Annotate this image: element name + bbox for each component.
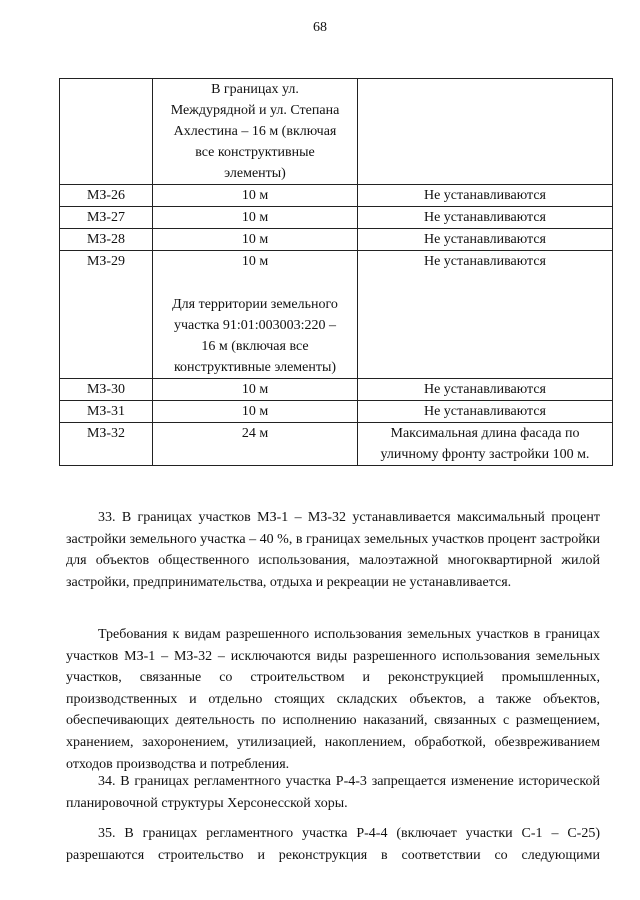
zone-cell: МЗ-30 (60, 379, 153, 401)
height-cell: 10 м (153, 185, 358, 207)
paragraph-33-requirements: Требования к видам разрешенного использования земельных участков в границах участков МЗ-1 – МЗ-32 – исключаются виды разрешенного использования земельных участков, связанные со строительством и реконструкцией промышленных, производственных и отдельно стоящих складских объектов, а также объектов, обеспечивающих деятельность по исполнению наказаний, связанных с размещением, хранением, захоронением, утилизацией, накоплением, обработкой, обезвреживанием отходов производства и потребления. (66, 627, 600, 772)
facade-cell: Не устанавливаются (358, 379, 613, 401)
zone-cell: МЗ-28 (60, 229, 153, 251)
height-cell: 10 м (153, 207, 358, 229)
regulation-table (59, 78, 613, 466)
height-line: В границах ул. (211, 82, 299, 97)
zone-cell: МЗ-29 (60, 251, 153, 379)
facade-cell (358, 423, 613, 466)
table-row (60, 423, 613, 466)
paragraph-35: 35. В границах регламентного участка Р-4-4 (включает участки С-1 – С-25) разрешаются строительство и реконструкция в соответствии со следующими (66, 826, 600, 863)
table-row (60, 229, 613, 251)
table-row (60, 185, 613, 207)
zone-cell: МЗ-31 (60, 401, 153, 423)
facade-cell: Не устанавливаются (358, 207, 613, 229)
table-row (60, 251, 613, 379)
facade-line: Максимальная длина фасада по (390, 426, 580, 441)
height-line: конструктивные элементы) (173, 360, 337, 375)
zone-cell: МЗ-32 (60, 423, 153, 466)
facade-cell (358, 79, 613, 185)
paragraph-34: 34. В границах регламентного участка Р-4-3 запрещается изменение исторической планировочной структуры Херсонесской хоры. (66, 774, 600, 811)
height-line: Для территории земельного (172, 297, 338, 312)
paragraph-33: 33. В границах участков МЗ-1 – МЗ-32 устанавливается максимальный процент застройки земельного участка – 40 %, в границах земельных участков процент застройки для объектов общественного использования, малоэтажной многоквартирной жилой застройки, предпринимательства, отдыха и рекреации не устанавливается. (66, 510, 600, 590)
height-cell: 10 м (153, 379, 358, 401)
height-line: 10 м (241, 254, 269, 269)
page-number: 68 (313, 20, 327, 35)
height-line: участка 91:01:003003:220 – (173, 318, 337, 333)
facade-line: уличному фронту застройки 100 м. (380, 447, 590, 462)
height-line: Междурядной и ул. Степана (170, 103, 340, 118)
height-line: Ахлестина – 16 м (включая (173, 124, 337, 139)
height-cell: 10 м (153, 401, 358, 423)
table-row (60, 207, 613, 229)
height-cell (153, 79, 358, 185)
zone-cell: МЗ-27 (60, 207, 153, 229)
height-line: 16 м (включая все (201, 339, 309, 354)
height-line: элементы) (224, 166, 286, 181)
spacer (157, 272, 353, 294)
table-row (60, 379, 613, 401)
table-row (60, 401, 613, 423)
height-cell: 10 м (153, 229, 358, 251)
zone-cell: МЗ-26 (60, 185, 153, 207)
facade-cell: Не устанавливаются (358, 251, 613, 379)
facade-cell: Не устанавливаются (358, 185, 613, 207)
height-line: все конструктивные (195, 145, 315, 160)
height-cell: 24 м (153, 423, 358, 466)
height-cell (153, 251, 358, 379)
facade-cell: Не устанавливаются (358, 229, 613, 251)
zone-cell (60, 79, 153, 185)
facade-cell: Не устанавливаются (358, 401, 613, 423)
table-row (60, 79, 613, 185)
